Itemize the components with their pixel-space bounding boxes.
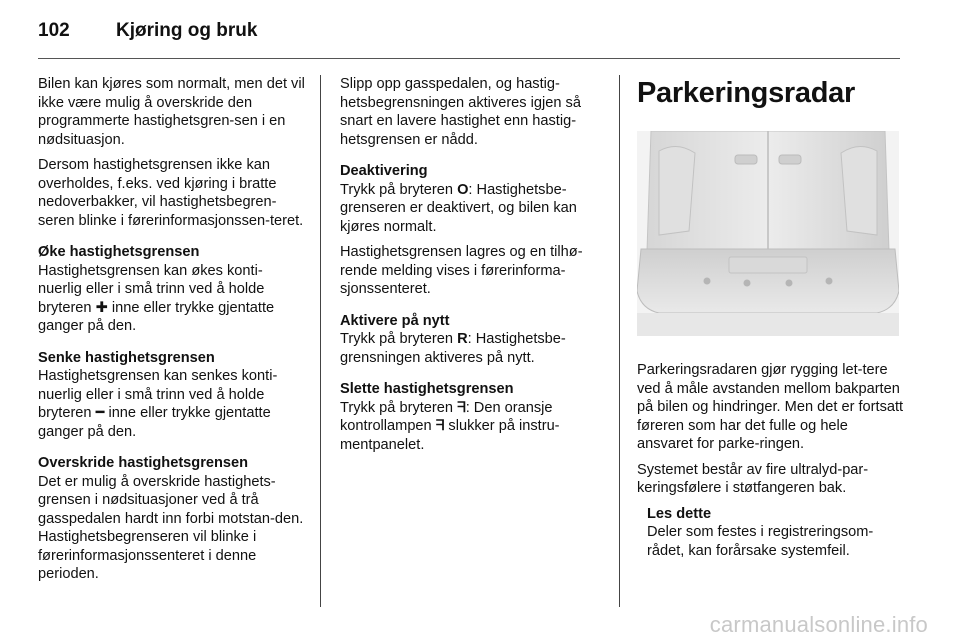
column-1 xyxy=(38,75,306,591)
speed-limiter-icon: ᖷ xyxy=(457,399,466,416)
paragraph: Hastighetsgrensen kan senkes konti-nuerlig eller i små trinn ved å holde bryteren ━ inne eller trykke gjentatte ganger på den. xyxy=(38,368,278,440)
section-title: Parkeringsradar xyxy=(637,77,855,109)
paragraph: Dersom hastighetsgrensen ikke kan overholdes, f.eks. ved kjøring i bratte nedoverbakker, vil hastighetsbegren-seren blinke i førerinformasjonssen-teret. xyxy=(38,157,304,229)
speed-limiter-lamp-icon: ᖷ xyxy=(435,418,445,434)
paragraph: Systemet består av fire ultralyd-par-keringsfølere i støtfangeren bak. xyxy=(637,461,869,496)
paragraph: Trykk på bryteren O: Hastighetsbe-grenseren er deaktivert, og bilen kan kjøres normalt. xyxy=(340,181,577,235)
header-rule xyxy=(38,58,900,59)
section-heading: Senke hastighetsgrensen xyxy=(38,349,215,366)
watermark-text: carmanualsonline.info xyxy=(709,612,928,637)
column-2 xyxy=(340,75,608,461)
section-heading: Øke hastighetsgrensen xyxy=(38,244,200,260)
off-switch-icon: O xyxy=(457,181,469,198)
resume-switch-icon: R xyxy=(457,331,468,347)
minus-icon: ━ xyxy=(95,405,105,421)
note-heading: Les dette xyxy=(647,505,712,522)
paragraph: Trykk på bryteren ᖷ: Den oransje kontrollampen ᖷ slukker på instru-mentpanelet. xyxy=(340,399,560,453)
column-divider-2 xyxy=(619,75,620,607)
note-box xyxy=(647,505,907,561)
section-heading: Deaktivering xyxy=(340,163,428,179)
note-text: Deler som festes i registreringsom-rådet, kan forårsake systemfeil. xyxy=(647,524,874,559)
page-title: Kjøring og bruk xyxy=(116,20,258,41)
paragraph: Slipp opp gasspedalen, og hastig-hetsbegrensningen aktiveres igjen så snart en lavere hastighet enn hastig-hetsgrensen er nådd. xyxy=(340,76,581,148)
page-number: 102 xyxy=(38,20,70,41)
paragraph: Parkeringsradaren gjør rygging let-tere ved å måle avstanden mellom bakparten på bilen og hindringer. Men det er fortsatt føreren som har det fulle og hele ansvaret for parke-ringen. xyxy=(637,362,904,452)
section-heading: Aktivere på nytt xyxy=(340,312,450,329)
paragraph: Trykk på bryteren R: Hastighetsbe-grensningen aktiveres på nytt. xyxy=(340,331,566,366)
column-divider-1 xyxy=(320,75,321,607)
section-heading: Slette hastighetsgrensen xyxy=(340,381,514,397)
plus-icon: ✚ xyxy=(95,299,108,316)
page-header xyxy=(38,20,257,42)
section-heading: Overskride hastighetsgrensen xyxy=(38,455,249,471)
van-rear-bumper-illustration xyxy=(637,131,899,336)
column-3 xyxy=(637,75,907,560)
paragraph: Det er mulig å overskride hastighets-grensen i nødsituasjoner ved å trå gasspedalen hardt inn forbi motstan-den. Hastighetsbegrenseren vil blinke i førerinformasjonssenteret i denne perioden. xyxy=(38,473,304,582)
paragraph: Bilen kan kjøres som normalt, men det vil ikke være mulig å overskride den programmerte hastighetsgren-sen i en nødsituasjon. xyxy=(38,76,305,148)
paragraph: Hastighetsgrensen kan økes konti-nuerlig eller i små trinn ved å holde bryteren ✚ inne eller trykke gjentatte ganger på den. xyxy=(38,262,275,334)
paragraph: Hastighetsgrensen lagres og en tilhø-rende melding vises i førerinforma-sjonssenteret. xyxy=(340,244,583,297)
